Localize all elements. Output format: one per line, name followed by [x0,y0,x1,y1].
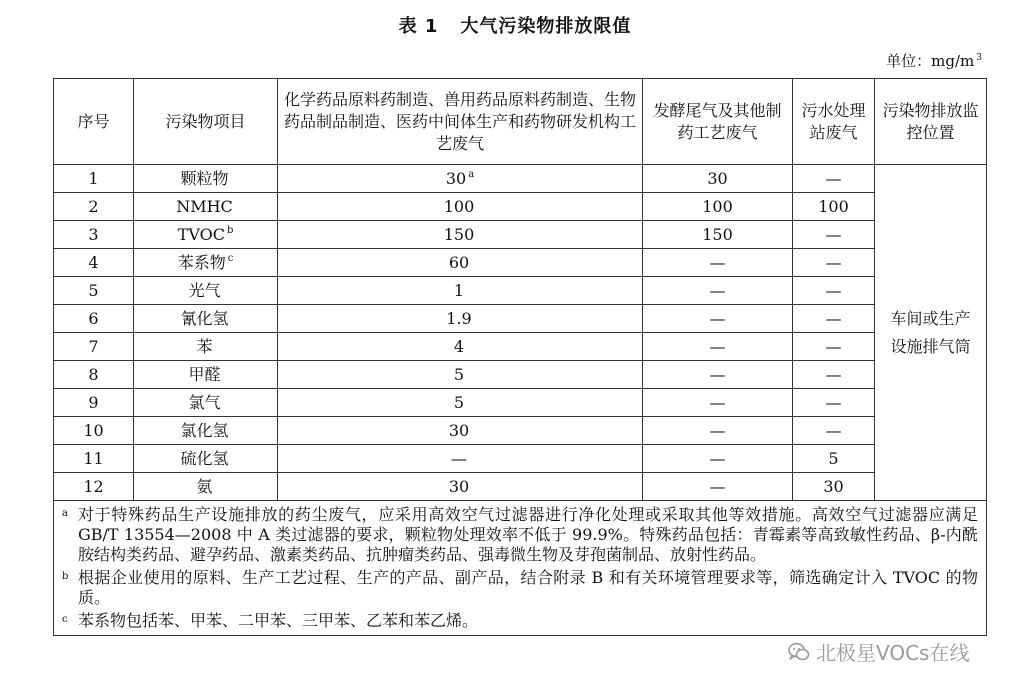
cell-col3-text: 30 [823,476,844,496]
cell-item-text: 硫化氢 [180,448,229,468]
header-col4: 污染物排放监控位置 [875,79,987,165]
cell-seq-text: 12 [83,476,104,496]
cell-col1-text: 5 [453,392,465,412]
cell-col3 [793,389,875,417]
cell-item-text: 氯气 [188,392,221,412]
table-row [54,333,987,361]
cell-col1-text: 1.9 [446,308,472,328]
footnote-text: 根据企业使用的原料、生产工艺过程、生产的产品、副产品，结合附录 B 和有关环境管理要求等，筛选确定计入 TVOC 的物质。 [78,568,978,607]
cell-col1 [278,333,643,361]
cell-col1-footnote-mark: a [468,169,475,181]
cell-col3-text: — [825,224,842,244]
cell-item-text: NMHC [176,196,233,216]
cell-col1 [278,305,643,333]
cell-seq [54,417,134,445]
cell-col3-text: — [825,420,842,440]
footnote [62,611,978,631]
cell-seq [54,361,134,389]
cell-col1-text: 30 [448,420,470,440]
cell-seq-text: 8 [88,364,99,384]
cell-col1 [278,389,643,417]
cell-col1-text: 100 [443,196,475,216]
table-footnotes [54,501,987,636]
cell-item-text: 氯化氢 [180,420,229,440]
cell-col2 [643,193,793,221]
cell-col1-text: 5 [453,364,465,384]
cell-item-footnote-mark: b [226,225,234,237]
cell-col3-text: 5 [828,448,839,468]
cell-seq [54,389,134,417]
cell-item [134,249,278,277]
cell-col3 [793,193,875,221]
cell-col3-text: 100 [818,196,849,216]
table-row [54,389,987,417]
cell-col2-text: — [709,448,726,468]
cell-col3 [793,417,875,445]
cell-col1-text: — [451,448,467,468]
cell-col2 [643,277,793,305]
cell-item-text: 甲醛 [188,364,221,384]
cell-col3 [793,361,875,389]
cell-col2-text: — [709,364,726,384]
cell-col3-text: — [825,392,842,412]
cell-seq-text: 5 [88,280,99,300]
header-col2: 发酵尾气及其他制药工艺废气 [643,79,793,165]
cell-col2-text: 100 [702,196,733,216]
cell-item-text: 苯 [196,336,213,356]
cell-seq [54,333,134,361]
cell-col2 [643,249,793,277]
cell-item [134,473,278,501]
cell-seq-text: 3 [88,224,99,244]
header-col1: 化学药品原料药制造、兽用药品原料药制造、生物药品制品制造、医药中间体生产和药物研发机构工艺废气 [278,79,643,165]
table-title: 大气污染物排放限值 [460,16,632,37]
table-row [54,445,987,473]
table-row [54,417,987,445]
cell-col3 [793,165,875,193]
cell-col2 [643,165,793,193]
table-row [54,165,987,193]
cell-seq-text: 4 [88,252,99,272]
table-row [54,193,987,221]
header-seq: 序号 [54,79,134,165]
page-title [0,12,1030,38]
cell-item-footnote-mark: c [227,253,234,265]
cell-seq-text: 11 [83,448,104,468]
footnote-mark: a [62,508,68,519]
header-item: 污染物项目 [134,79,278,165]
cell-col1-text: 1 [453,280,465,300]
cell-item-text: 氰化氢 [180,308,229,328]
cell-seq [54,221,134,249]
cell-item [134,305,278,333]
cell-col2-text: — [709,280,726,300]
cell-col3 [793,249,875,277]
cell-item [134,417,278,445]
emission-limits-table [53,78,987,636]
cell-col1 [278,249,643,277]
cell-col1 [278,445,643,473]
cell-col2-text: — [709,308,726,328]
cell-col1-text: 60 [448,252,470,272]
cell-col2 [643,417,793,445]
cell-col3-text: — [825,252,842,272]
cell-col1-text: 30 [448,476,470,496]
table-row [54,361,987,389]
cell-col1-text: 150 [443,224,475,244]
cell-seq [54,473,134,501]
cell-col3-text: — [825,280,842,300]
table-header-row [54,79,987,165]
cell-seq-text: 6 [88,308,99,328]
footnote [62,505,978,565]
cell-col1 [278,417,643,445]
wechat-icon [788,642,810,662]
cell-monitor-location: 车间或生产设施排气筒 [875,165,987,501]
cell-seq-text: 9 [88,392,99,412]
cell-col3-text: — [825,336,842,356]
cell-col1-text: 4 [453,336,465,356]
unit-label [886,50,982,71]
cell-col3-text: — [825,168,842,188]
cell-seq [54,277,134,305]
cell-col3 [793,473,875,501]
cell-item-text: 氨 [196,476,213,496]
cell-item [134,333,278,361]
cell-seq [54,165,134,193]
cell-col3-text: — [825,364,842,384]
cell-item [134,221,278,249]
cell-col2-text: — [709,476,726,496]
cell-col2 [643,305,793,333]
table-row [54,221,987,249]
footnote-text: 苯系物包括苯、甲苯、二甲苯、三甲苯、乙苯和苯乙烯。 [78,611,479,630]
cell-col3 [793,277,875,305]
cell-col1 [278,221,643,249]
cell-seq-text: 2 [88,196,99,216]
unit-text: 单位：mg/m [886,52,975,70]
table-number: 表 1 [398,16,439,37]
cell-col2 [643,333,793,361]
cell-col2-text: 30 [707,168,728,188]
cell-col2-text: — [709,336,726,356]
cell-item-text: 颗粒物 [180,168,229,188]
cell-seq [54,249,134,277]
notes-row [54,501,987,636]
cell-item-text: TVOC [177,224,225,244]
cell-col2-text: — [709,252,726,272]
header-col3: 污水处理站废气 [793,79,875,165]
unit-superscript: 3 [976,53,982,63]
cell-col1 [278,473,643,501]
cell-col2 [643,361,793,389]
table-row [54,473,987,501]
cell-col3 [793,445,875,473]
table-row [54,305,987,333]
cell-item [134,193,278,221]
cell-col2-text: — [709,392,726,412]
cell-col2-text: 150 [702,224,733,244]
cell-item [134,277,278,305]
cell-seq [54,445,134,473]
cell-col2-text: — [709,420,726,440]
cell-item [134,361,278,389]
cell-seq [54,193,134,221]
cell-col3 [793,221,875,249]
cell-item [134,165,278,193]
cell-seq-text: 7 [88,336,99,356]
cell-col1 [278,277,643,305]
cell-col2 [643,473,793,501]
cell-col3 [793,305,875,333]
cell-col1 [278,361,643,389]
watermark [788,637,969,666]
cell-col1 [278,165,643,193]
cell-col1 [278,193,643,221]
footnote-mark: c [62,614,68,625]
cell-seq-text: 10 [83,420,104,440]
table-row [54,249,987,277]
cell-col2 [643,389,793,417]
footnote-text: 对于特殊药品生产设施排放的药尘废气，应采用高效空气过滤器进行净化处理或采取其他等效措施。高效空气过滤器应满足 GB/T 13554—2008 中 A 类过滤器的要求，颗粒物处理效率不低于 99.9%。特殊药品包括：青霉素等高致敏性药品、β-内酰胺结构类药品、避孕药品、激素类药品、抗肿瘤类药品、强毒微生物及芽孢菌制品、放射性药品。 [78,505,978,564]
cell-item-text: 苯系物 [177,252,226,272]
footnote [62,568,978,608]
cell-seq [54,305,134,333]
cell-col3 [793,333,875,361]
cell-seq-text: 1 [88,168,99,188]
footnote-mark: b [62,571,69,582]
cell-col2 [643,445,793,473]
cell-col1-text: 30 [445,168,467,188]
cell-item [134,389,278,417]
watermark-text: 北极星VOCs在线 [816,641,970,665]
table-row [54,277,987,305]
cell-item [134,445,278,473]
cell-item-text: 光气 [188,280,221,300]
cell-col3-text: — [825,308,842,328]
cell-col2 [643,221,793,249]
